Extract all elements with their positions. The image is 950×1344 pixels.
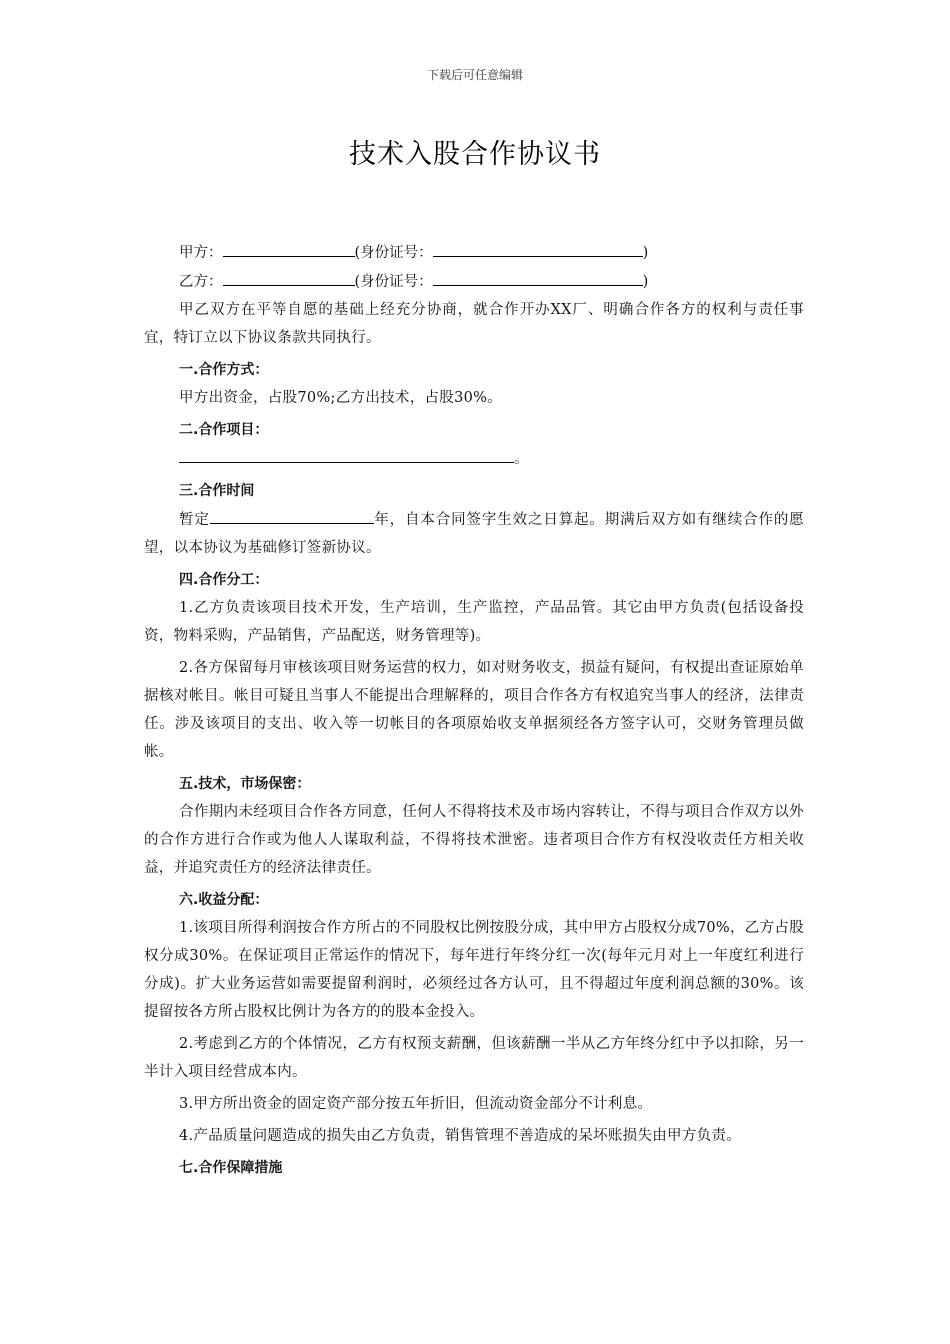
party-a-close: ) bbox=[642, 245, 649, 261]
section-2-end: 。 bbox=[514, 451, 529, 467]
section-6-paragraph-3: 3.甲方所出资金的固定资产部分按五年折旧，但流动资金部分不计利息。 bbox=[179, 1096, 653, 1112]
intro-paragraph: 甲乙双方在平等自愿的基础上经充分协商，就合作开办XX厂、明确合作各方的权利与责任事宜，特订立以下协议条款共同执行。 bbox=[144, 302, 804, 346]
section-2-blank-line bbox=[144, 444, 804, 473]
section-4-paragraph-2: 2.各方保留每月审核该项目财务运营的权力，如对财务收支，损益有疑问，有权提出查证原始单据核对帐目。帐目可疑且当事人不能提出合理解释的，项目合作各方有权追究当事人的经济，法律责任。涉及该项目的支出、收入等一切帐目的各项原始收支单据须经各方签字认可，交财务管理员做帐。 bbox=[144, 660, 804, 760]
party-a-line bbox=[144, 238, 804, 267]
party-a-label: 甲方： bbox=[179, 245, 223, 261]
party-b-close: ) bbox=[642, 274, 649, 290]
section-3-heading: 三.合作时间 bbox=[179, 483, 255, 499]
section-3-text bbox=[144, 505, 804, 562]
party-a-id-blank bbox=[433, 238, 643, 257]
section-1-text: 甲方出资金，占股70%;乙方出技术，占股30%。 bbox=[179, 390, 503, 406]
section-2-heading: 二.合作项目： bbox=[179, 422, 269, 438]
section-5-paragraph-1: 合作期内未经项目合作各方同意，任何人不得将技术及市场内容转让，不得与项目合作双方以外的合作方进行合作或为他人人谋取利益，不得将技术泄密。违者项目合作方有权没收责任方相关收益，并追究责任方的经济法律责任。 bbox=[144, 804, 804, 876]
section-4-paragraph-1: 1.乙方负责该项目技术开发，生产培训，生产监控，产品品管。其它由甲方负责(包括设备投资，物料采购，产品销售，产品配送，财务管理等)。 bbox=[144, 600, 804, 644]
section-3-post: 年，自本合同签字生效之日算起。期满后双方如有继续合作的愿望，以本协议为基础修订签新协议。 bbox=[144, 512, 804, 556]
section-7-heading: 七.合作保障措施 bbox=[179, 1160, 283, 1176]
section-6-paragraph-1: 1.该项目所得利润按合作方所占的不同股权比例按股分成，其中甲方占股权分成70%，乙方占股权分成30%。在保证项目正常运作的情况下，每年进行年终分红一次(每年元月对上一年度红利进行分成)。扩大业务运营如需要提留利润时，必须经过各方认可，且不得超过年度利润总额的30%。该提留按各方所占股权比例计为各方的的股本金投入。 bbox=[144, 920, 804, 1020]
party-b-label: 乙方： bbox=[179, 274, 223, 290]
term-years-blank bbox=[210, 505, 374, 524]
document-title: 技术入股合作协议书 bbox=[349, 139, 601, 170]
section-6-heading: 六.收益分配： bbox=[179, 892, 269, 908]
project-blank bbox=[179, 444, 514, 463]
header-note: 下载后可任意编辑 bbox=[426, 68, 523, 82]
section-6-paragraph-2: 2.考虑到乙方的个体情况，乙方有权预支薪酬，但该薪酬一半从乙方年终分红中予以扣除，另一半计入项目经营成本内。 bbox=[144, 1036, 804, 1080]
section-1-heading: 一.合作方式： bbox=[179, 362, 269, 378]
party-b-name-blank bbox=[223, 267, 355, 286]
document-body bbox=[144, 238, 804, 1182]
section-3-pre: 暂定 bbox=[179, 512, 210, 528]
party-b-id-blank bbox=[433, 267, 643, 286]
party-b-id-label: (身份证号： bbox=[354, 274, 433, 290]
section-4-heading: 四.合作分工： bbox=[179, 572, 269, 588]
party-a-name-blank bbox=[223, 238, 355, 257]
party-a-id-label: (身份证号： bbox=[354, 245, 433, 261]
section-6-paragraph-4: 4.产品质量问题造成的损失由乙方负责，销售管理不善造成的呆坏账损失由甲方负责。 bbox=[179, 1128, 742, 1144]
section-5-heading: 五.技术，市场保密： bbox=[179, 776, 311, 792]
party-b-line bbox=[144, 267, 804, 296]
